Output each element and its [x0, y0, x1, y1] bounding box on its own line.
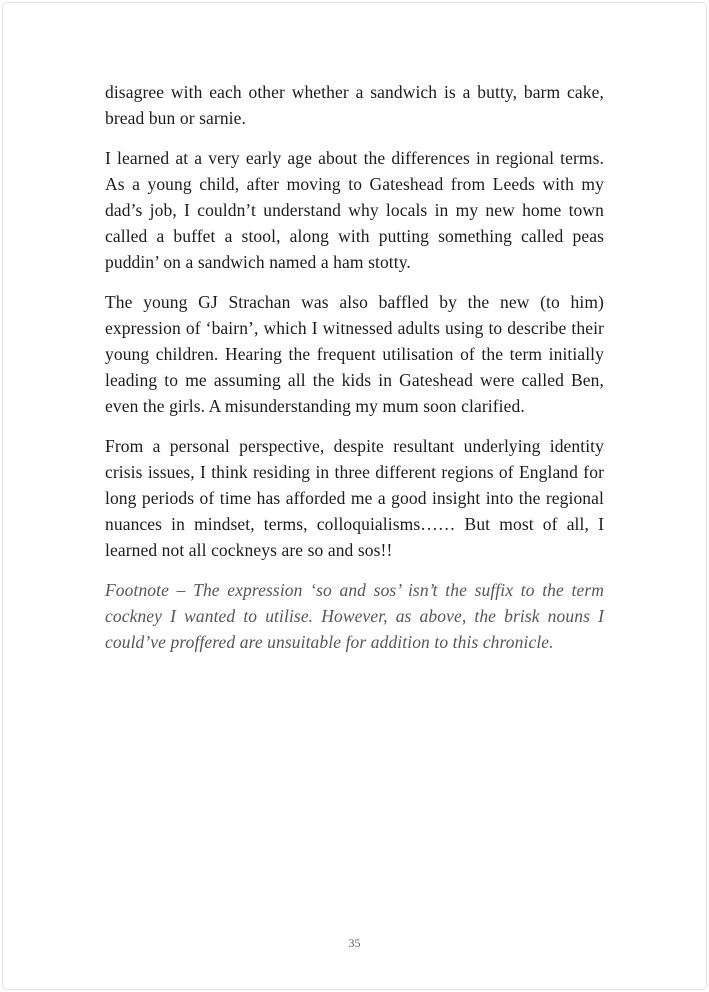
paragraph-early-age: I learned at a very early age about the differences in regional terms. As a young child, after moving to Gateshead from Leeds with my dad’s job, I couldn’t understand why locals in my new home town called a buffet a stool, along with putting something called peas puddin’ on a sandwich named a ham stotty. — [105, 148, 604, 272]
document-page — [2, 2, 707, 990]
paragraph-sandwich-terms: disagree with each other whether a sandwich is a butty, barm cake, bread bun or sarnie. — [105, 82, 604, 128]
paragraph-personal-perspective: From a personal perspective, despite resultant underlying identity crisis issues, I think residing in three different regions of England for long periods of time has afforded me a good insight into the regional nuances in mindset, terms, colloquialisms…… But most of all, I learned not all cockneys are so and sos!! — [105, 436, 604, 560]
paragraph-bairn: The young GJ Strachan was also baffled by the new (to him) expression of ‘bairn’, which I witnessed adults using to describe their young children. Hearing the frequent utilisation of the term initially leading to me assuming all the kids in Gateshead were called Ben, even the girls. A misunderstanding my mum soon clarified. — [105, 292, 604, 416]
footnote-paragraph: Footnote – The expression ‘so and sos’ isn’t the suffix to the term cockney I wanted to utilise. However, as above, the brisk nouns I could’ve proffered are unsuitable for addition to this chronicle. — [105, 580, 604, 652]
page-body-text — [105, 79, 604, 655]
page-number: 35 — [348, 936, 361, 950]
